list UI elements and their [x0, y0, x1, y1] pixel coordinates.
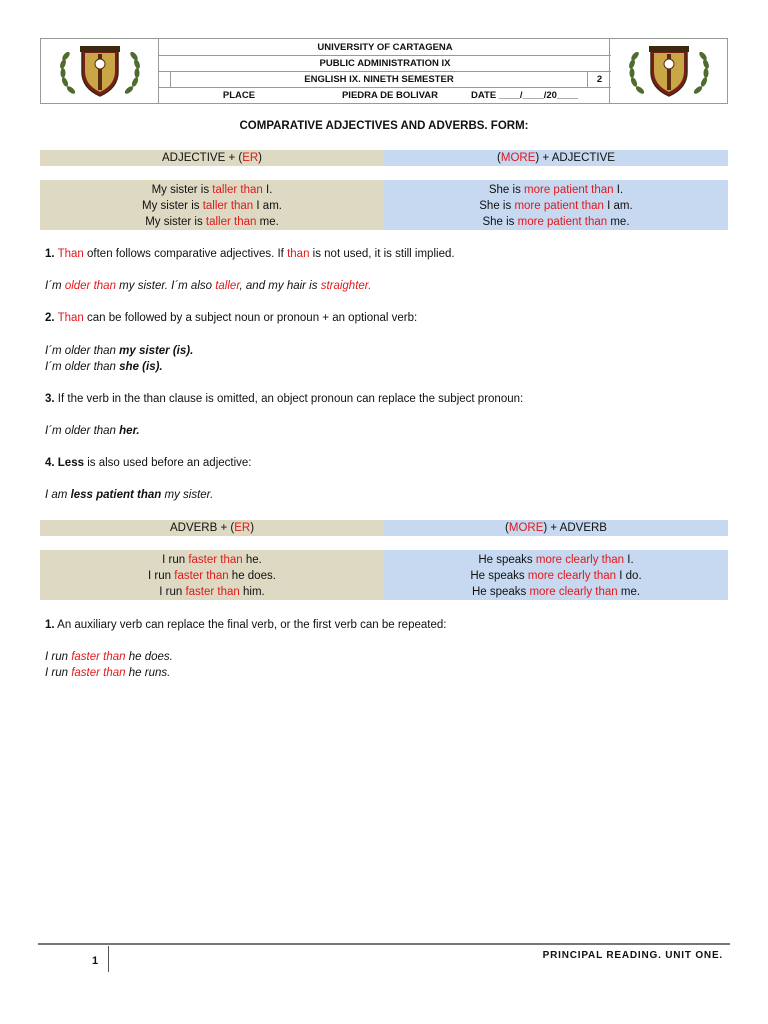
rule-4: 4. Less is also used before an adjective:	[45, 457, 252, 469]
rule-3: 3. If the verb in the than clause is omitted, an object pronoun can replace the subject pronoun:	[45, 393, 524, 405]
example-line: She is more patient than I.	[488, 184, 624, 196]
header-course: ENGLISH IX. NINETH SEMESTER	[304, 74, 454, 85]
page-number: 1	[92, 955, 99, 967]
header-university: UNIVERSITY OF CARTAGENA	[159, 39, 611, 56]
document-header	[40, 38, 728, 104]
adjective-er-header: ADJECTIVE + (ER)	[40, 150, 384, 166]
header-number: 2	[587, 72, 611, 87]
rule-1-example: I´m older than my sister. I´m also taller, and my hair is straighter.	[45, 280, 372, 292]
rule-4-example: I am less patient than my sister.	[45, 489, 214, 501]
rule-1: 1. Than often follows comparative adjectives. If than is not used, it is still implied.	[45, 248, 455, 260]
example-line: My sister is taller than I am.	[142, 200, 282, 212]
rule-3-example: I´m older than her.	[45, 425, 140, 437]
university-logo-left	[41, 39, 159, 103]
adverb-form-header	[40, 520, 728, 536]
footer-page-divider	[108, 946, 109, 972]
header-program: PUBLIC ADMINISTRATION IX	[159, 56, 611, 72]
example-line: My sister is taller than I.	[151, 184, 273, 196]
header-place-value: PIEDRA DE BOLIVAR	[341, 90, 439, 101]
university-crest-icon	[52, 42, 148, 100]
adjective-examples	[40, 180, 728, 230]
header-course-row	[159, 72, 611, 88]
header-place-row	[159, 88, 611, 103]
adverb-examples	[40, 550, 728, 600]
university-logo-right	[609, 39, 727, 103]
rule-2-example-2: I´m older than she (is).	[45, 361, 163, 373]
adverb-more-header: (MORE) + ADVERB	[384, 520, 728, 536]
footer-title: PRINCIPAL READING. UNIT ONE.	[542, 950, 723, 961]
adverb-rule-1-example-2: I run faster than he runs.	[45, 667, 171, 679]
example-line: She is more patient than I am.	[479, 200, 633, 212]
footer-divider	[38, 943, 730, 945]
adjective-er-examples	[40, 180, 384, 230]
example-line: I run faster than he.	[162, 554, 262, 566]
page-title: COMPARATIVE ADJECTIVES AND ADVERBS. FORM:	[239, 120, 529, 132]
rule-2-example-1: I´m older than my sister (is).	[45, 345, 194, 357]
adjective-more-header: (MORE) + ADJECTIVE	[384, 150, 728, 166]
adverb-er-examples	[40, 550, 384, 600]
adverb-more-examples	[384, 550, 728, 600]
adjective-form-header	[40, 150, 728, 166]
example-line: She is more patient than me.	[482, 216, 630, 228]
adjective-more-examples	[384, 180, 728, 230]
adverb-rule-1: 1. An auxiliary verb can replace the final verb, or the first verb can be repeated:	[45, 619, 447, 631]
header-spacer-cell	[159, 72, 171, 87]
example-line: My sister is taller than me.	[145, 216, 279, 228]
header-place-label: PLACE	[222, 90, 256, 101]
example-line: He speaks more clearly than I do.	[470, 570, 642, 582]
example-line: He speaks more clearly than I.	[478, 554, 634, 566]
rule-2: 2. Than can be followed by a subject noun or pronoun + an optional verb:	[45, 312, 418, 324]
adverb-er-header: ADVERB + (ER)	[40, 520, 384, 536]
header-date-field: DATE ____/____/20____	[471, 90, 579, 101]
example-line: He speaks more clearly than me.	[471, 586, 641, 598]
example-line: I run faster than he does.	[148, 570, 276, 582]
university-crest-icon	[621, 42, 717, 100]
adverb-rule-1-example-1: I run faster than he does.	[45, 651, 173, 663]
example-line: I run faster than him.	[159, 586, 265, 598]
